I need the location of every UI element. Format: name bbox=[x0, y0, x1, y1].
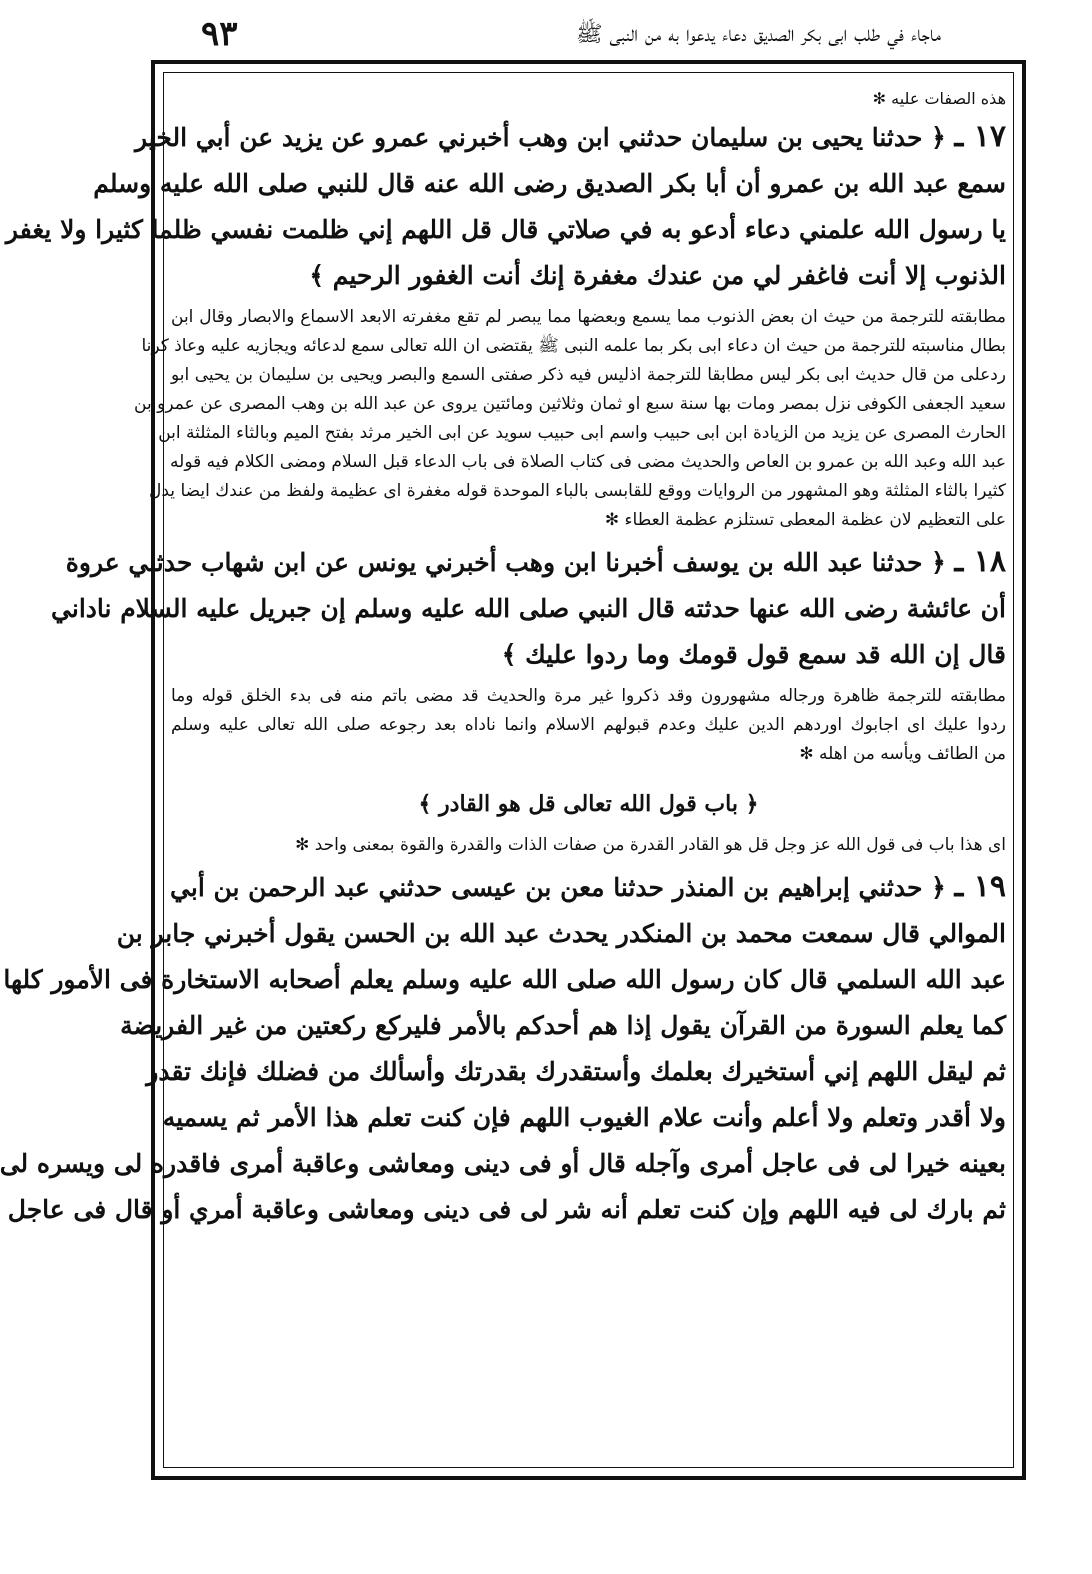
hadith-18-number: ١٨ ـ bbox=[954, 544, 1006, 579]
hadith-17-number: ١٧ ـ bbox=[954, 119, 1006, 154]
commentary-17-line-2: بطال مناسبته للترجمة من حيث ان دعاء ابى بكر بما علمه النبى ﷺ يقتضى ان الله تعالى سمع لدعائه ويجازيه عليه وعاذ كرنا bbox=[141, 336, 1006, 356]
page-header bbox=[181, 10, 1051, 54]
commentary-18 bbox=[171, 682, 1006, 769]
chapter-heading: ﴿ باب قول الله تعالى قل هو القادر ﴾ bbox=[418, 791, 759, 817]
intro-line: هذه الصفات عليه ✻ bbox=[872, 89, 1006, 108]
hadith-17-line-4: الذنوب إلا أنت فاغفر لي من عندك مغفرة إنك أنت الغفور الرحيم ﴾ bbox=[309, 261, 1006, 290]
hadith-18-line-3: قال إن الله قد سمع قول قومك وما ردوا عليك ﴾ bbox=[501, 640, 1006, 669]
hadith-19-line-1 bbox=[171, 864, 1006, 911]
commentary-17-line-6: عبد الله وعبد الله بن عمرو بن العاص والحديث مضى فى كتاب الصلاة فى باب الدعاء قبل السلام ومضى الكلام فيه قوله bbox=[170, 452, 1006, 472]
hadith-19 bbox=[0, 864, 1006, 1233]
hadith-19-line-7: بعينه خيرا لى فى عاجل أمرى وآجله قال أو فى دينى ومعاشى وعاقبة أمرى فاقدره لى ويسره لى bbox=[0, 1149, 1006, 1178]
commentary-17-line-7: كثيرا بالثاء المثلثة وهو المشهور من الروايات ووقع للقابسى بالباء الموحدة قوله مغفرة اى عظيمة ولفظ من عندك ايضا يدل bbox=[149, 481, 1006, 501]
commentary-17-line-4: سعيد الجعفى الكوفى نزل بمصر ومات بها سنة سبع او ثمان وثلاثين ومائتين يروى عن عبد الله بن وهب المصرى عن عمرو بن bbox=[134, 394, 1006, 414]
chapter-explanation: اى هذا باب فى قول الله عز وجل قل هو القادر القدرة من صفات الذات والقدرة والقوة بمعنى واحد ✻ bbox=[295, 835, 1006, 855]
page-number: ٩٣ bbox=[201, 14, 238, 54]
hadith-17-line-1 bbox=[135, 114, 1006, 161]
running-title: ماجاء في طلب ابى بكر الصديق دعاء يدعوا به من النبى ﷺ bbox=[575, 22, 941, 47]
commentary-17-line-3: ردعلى من قال حديث ابى بكر ليس مطابقا للترجمة اذليس فيه ذكر صفتى السمع والبصر ويحيى بن سليمان بن يحيى ابو bbox=[171, 365, 1006, 385]
hadith-17-line-3: يا رسول الله علمني دعاء أدعو به في صلاتي قال قل اللهم إني ظلمت نفسي ظلما كثيرا ولا يغفر bbox=[5, 215, 1006, 244]
commentary-18-line-2: ردوا عليك اى اجابوك اوردهم الدين عليك وعدم قبولهم الاسلام وانما ناداه بعد رجوعه صلى الله تعالى عليه وسلم bbox=[171, 715, 1006, 735]
hadith-17-line-1-text: ﴿ حدثنا يحيى بن سليمان حدثني ابن وهب أخبرني عمرو عن يزيد عن أبي الخير bbox=[135, 123, 946, 152]
hadith-19-line-6: ولا أقدر وتعلم ولا أعلم وأنت علام الغيوب اللهم فإن كنت تعلم هذا الأمر ثم يسميه bbox=[162, 1103, 1006, 1132]
hadith-19-number: ١٩ ـ bbox=[954, 869, 1006, 904]
hadith-19-line-3: عبد الله السلمي قال كان رسول الله صلى الله عليه وسلم يعلم أصحابه الاستخارة فى الأمور كلها bbox=[3, 965, 1006, 994]
hadith-19-line-2: الموالي قال سمعت محمد بن المنكدر يحدث عبد الله بن الحسن يقول أخبرني جابر بن bbox=[116, 919, 1006, 948]
commentary-17-line-1: مطابقته للترجمة من حيث ان بعض الذنوب مما يسمع وبعضها مما يبصر لم تقع مغفرته الابعد الاسماع والابصار وقال ابن bbox=[171, 307, 1006, 327]
hadith-19-line-8: ثم بارك لى فيه اللهم وإن كنت تعلم أنه شر لى فى دينى ومعاشى وعاقبة أمري أو قال فى عاجل bbox=[7, 1195, 1006, 1224]
hadith-17 bbox=[5, 114, 1006, 299]
commentary-17-line-5: الحارث المصرى عن يزيد من الزيادة ابن ابى حبيب واسم ابى حبيب سويد عن ابى الخير مرثد بفتح الميم وبالثاء المثلثة ابن bbox=[158, 423, 1006, 443]
commentary-17-line-8: على التعظيم لان عظمة المعطى تستلزم عظمة العطاء ✻ bbox=[604, 510, 1006, 530]
hadith-19-line-4: كما يعلم السورة من القرآن يقول إذا هم أحدكم بالأمر فليركع ركعتين من غير الفريضة bbox=[120, 1011, 1006, 1040]
hadith-18-line-2: أن عائشة رضى الله عنها حدثته قال النبي صلى الله عليه وسلم إن جبريل عليه السلام ناداني bbox=[51, 594, 1006, 623]
hadith-18-line-1 bbox=[65, 539, 1006, 586]
page-content bbox=[0, 84, 1006, 1233]
hadith-19-line-5: ثم ليقل اللهم إني أستخيرك بعلمك وأستقدرك بقدرتك وأسألك من فضلك فإنك تقدر bbox=[146, 1057, 1006, 1086]
commentary-18-line-3: من الطائف ويأسه من اهله ✻ bbox=[799, 744, 1006, 764]
commentary-17 bbox=[134, 303, 1006, 535]
hadith-19-line-1-text: ﴿ حدثني إبراهيم بن المنذر حدثنا معن بن عيسى حدثني عبد الرحمن بن أبي bbox=[170, 873, 946, 902]
hadith-18-line-1-text: ﴿ حدثنا عبد الله بن يوسف أخبرنا ابن وهب أخبرني يونس عن ابن شهاب حدثني عروة bbox=[65, 548, 946, 577]
commentary-18-line-1: مطابقته للترجمة ظاهرة ورجاله مشهورون وقد ذكروا غير مرة والحديث قد مضى باتم منه فى بدء الخلق قوله وما bbox=[171, 686, 1006, 706]
hadith-18 bbox=[51, 539, 1006, 678]
hadith-17-line-2: سمع عبد الله بن عمرو أن أبا بكر الصديق رضى الله عنه قال للنبي صلى الله عليه وسلم bbox=[93, 169, 1006, 198]
